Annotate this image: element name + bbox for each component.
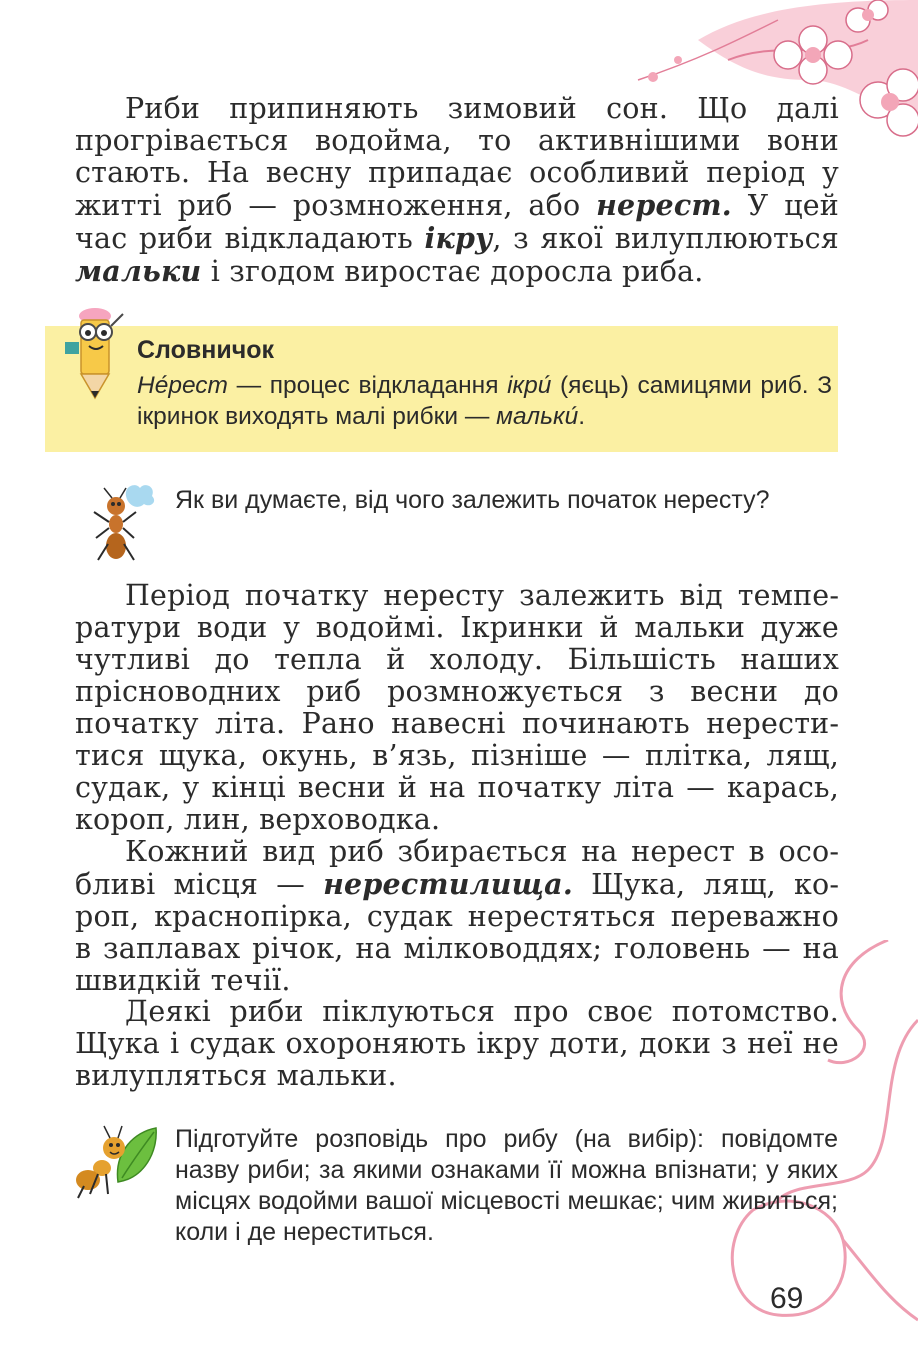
ant-thinking-icon [88,482,158,564]
intro-paragraph: Риби припиняють зимовий сон. Що далі прогрівається водойма, то активнішими вони стають. На весну припадає особливий період у житті риб — розмноження, або нерест. У цей час риби відкладають ікру, з якої вилуплюються мальки і згодом виростає доросла риба. [75,92,840,288]
glossary-box [45,326,838,452]
glossary-title: Словничок [137,336,275,364]
pencil-mascot-icon [59,306,131,406]
glossary-definition: Не́рест — процес відкладання ікри́ (яєць) самицями риб. З ікринок виходять малі рибки — мальки́. [137,372,833,430]
term-nerest: нерест. [596,188,732,222]
term-malky: мальки [75,254,202,288]
ant-with-leaf-icon [74,1122,158,1202]
spawning-paragraph: Період початку нересту залежить від температури води у водоймі. Ікринки й мальки дуже чутливі до тепла й холоду. Більшість наших прісноводних риб розмножується з весни до початку літа. Рано навесні починають нереститися щука, окунь, в’язь, пізніше — плітка, лящ, судак, у кінці весни й на початку літа — карась, короп, лин, верховодка. [75,579,839,836]
page-number: 69 [770,1282,804,1315]
question-text: Як ви думаєте, від чого залежить початок нересту? [175,486,770,514]
offspring-paragraph: Деякі риби піклуються про своє потомство. Щука і судак охороняють ікру доти, доки з неї не вилупляться мальки. [75,995,839,1092]
task-text: Підготуйте розповідь про рибу (на вибір): повідомте назву риби; за якими ознаками її можна впізнати; у яких місцях водойми вашої місцевості мешкає; чим живиться; коли і де нереститься. [175,1125,838,1246]
term-ikra: ікру [424,221,493,255]
term-nerestylyshcha: нерестилища. [323,867,573,901]
spawning-grounds-paragraph: Кожний вид риб збирається на нерест в особливі місця — нерестилища. Щука, лящ, короп, краснопірка, судак нерестяться переважно в заплавах річок, на мілководдях; головень — на швидкій течії. [75,835,839,997]
